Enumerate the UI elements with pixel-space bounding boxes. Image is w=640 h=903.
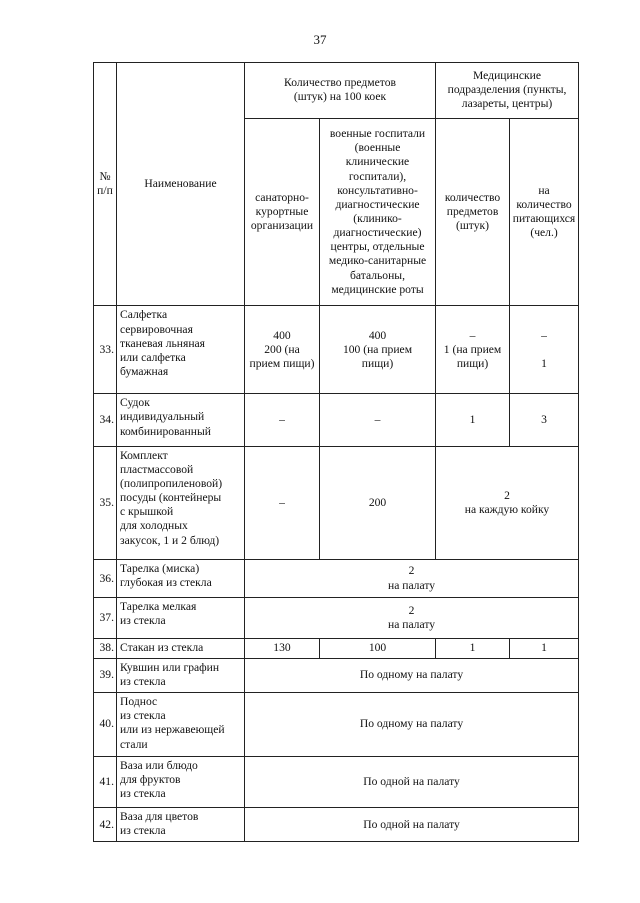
cell-merged: 2 на палату [245, 598, 579, 638]
row-number: 38. [94, 638, 117, 658]
row-number: 39. [94, 658, 117, 692]
row-number: 37. [94, 598, 117, 638]
cell-military: 200 [320, 446, 436, 559]
table-row [94, 693, 579, 757]
header-med-group: Медицинские подразделения (пункты, лазареты, центры) [436, 63, 579, 119]
cell-sanatorium: 130 [245, 638, 320, 658]
table-row [94, 756, 579, 808]
header-military: военные госпитали (военные клинические госпитали), консультативно- диагностические (клинико- диагностические) центры, отдельные медико-санитарные батальоны, медицинские роты [320, 118, 436, 306]
header-med-qty: количество предметов (штук) [436, 118, 510, 306]
row-number: 42. [94, 808, 117, 842]
cell-medical-merged: 2 на каждую койку [436, 446, 579, 559]
header-med-persons: на количество питающихся (чел.) [510, 118, 579, 306]
table-row [94, 446, 579, 559]
header-row-1 [94, 63, 579, 119]
cell-merged: 2 на палату [245, 559, 579, 597]
row-name: Поднос из стекла или из нержавеющей стали [117, 693, 245, 757]
row-number: 33. [94, 306, 117, 394]
header-num: № п/п [94, 63, 117, 306]
cell-merged: По одной на палату [245, 756, 579, 808]
cell-med-persons: 1 [510, 638, 579, 658]
cell-med-persons: 3 [510, 394, 579, 447]
header-name: Наименование [117, 63, 245, 306]
table-row [94, 306, 579, 394]
row-number: 35. [94, 446, 117, 559]
cell-med-persons: – 1 [510, 306, 579, 394]
table-row [94, 598, 579, 638]
cell-sanatorium: 400 200 (на прием пищи) [245, 306, 320, 394]
cell-med-qty: – 1 (на прием пищи) [436, 306, 510, 394]
row-number: 34. [94, 394, 117, 447]
row-number: 41. [94, 756, 117, 808]
row-name: Стакан из стекла [117, 638, 245, 658]
equipment-table [93, 62, 579, 842]
cell-military: 400 100 (на прием пищи) [320, 306, 436, 394]
table-row [94, 638, 579, 658]
header-sanatorium: санаторно- курортные организации [245, 118, 320, 306]
cell-merged: По одному на палату [245, 658, 579, 692]
page-number: 37 [313, 32, 327, 47]
table-row [94, 808, 579, 842]
cell-military: – [320, 394, 436, 447]
row-name: Тарелка мелкая из стекла [117, 598, 245, 638]
row-name: Судок индивидуальный комбинированный [117, 394, 245, 447]
header-qty-group: Количество предметов (штук) на 100 коек [245, 63, 436, 119]
row-name: Комплект пластмассовой (полипропиленовой) посуды (контейнеры с крышкой для холодных закусок, 1 и 2 блюд) [117, 446, 245, 559]
row-name: Кувшин или графин из стекла [117, 658, 245, 692]
cell-military: 100 [320, 638, 436, 658]
cell-sanatorium: – [245, 394, 320, 447]
cell-med-qty: 1 [436, 394, 510, 447]
cell-merged: По одному на палату [245, 693, 579, 757]
table-row [94, 559, 579, 597]
cell-sanatorium: – [245, 446, 320, 559]
table-row [94, 394, 579, 447]
cell-merged: По одной на палату [245, 808, 579, 842]
table-row [94, 658, 579, 692]
row-number: 36. [94, 559, 117, 597]
row-name: Салфетка сервировочная тканевая льняная или салфетка бумажная [117, 306, 245, 394]
row-name: Ваза или блюдо для фруктов из стекла [117, 756, 245, 808]
cell-med-qty: 1 [436, 638, 510, 658]
row-name: Ваза для цветов из стекла [117, 808, 245, 842]
row-number: 40. [94, 693, 117, 757]
row-name: Тарелка (миска) глубокая из стекла [117, 559, 245, 597]
